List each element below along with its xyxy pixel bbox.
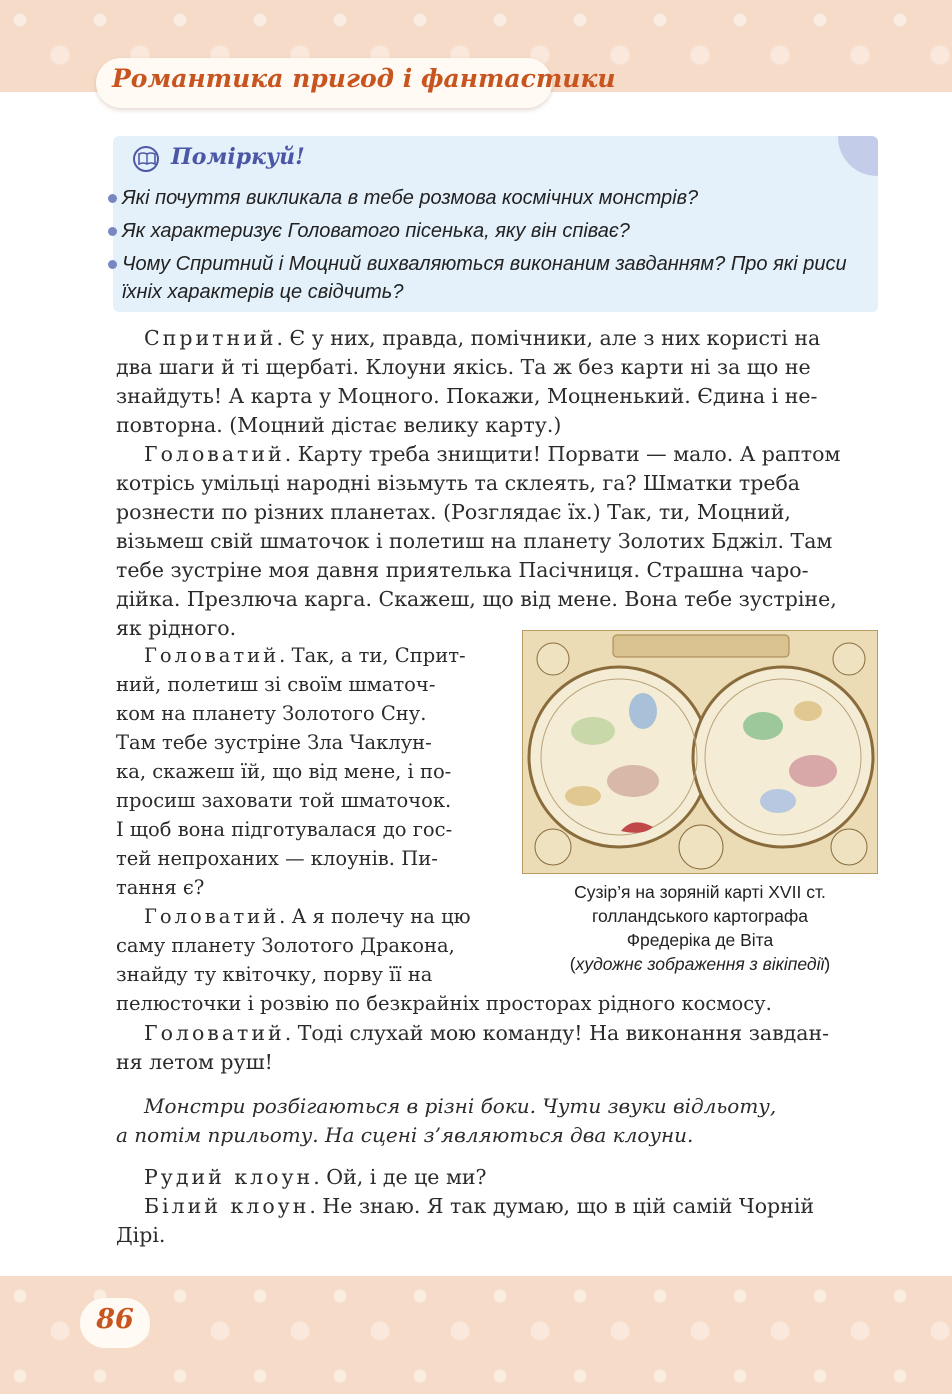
speaker-name: Білий клоун (144, 1194, 310, 1218)
text-line: Головатий. А я полечу на цю (144, 905, 471, 928)
text-line: Білий клоун. Не знаю. Я так думаю, що в цій самій Чорній (144, 1194, 815, 1218)
caption-line: (художнє зображення з вікіпедії) (569, 954, 831, 974)
stage-direction: Монстри розбігаються в різні боки. Чути звуки відльоту, (144, 1094, 777, 1118)
caption-line: Сузір’я на зоряній карті XVII ст. (574, 882, 826, 902)
star-map-illustration (523, 631, 878, 874)
text-line: пелюсточки і розвію по безкрайніх просторах рідного космосу. (116, 992, 772, 1015)
question-bullet (108, 260, 117, 269)
text-line: ка, скажеш їй, що від мене, і по- (116, 760, 452, 783)
question-bullet (108, 227, 117, 236)
text-line: візьмеш свій шматочок і полетиш на планету Золотих Бджіл. Там (116, 529, 833, 553)
text-line: рознести по різних планетах. (Розглядає їх.) Так, ти, Моцний, (116, 500, 791, 524)
question-3-continued: їхніх характерів це свідчить? (122, 281, 404, 303)
text-line: ком на планету Золотого Сну. (116, 702, 427, 725)
caption-line: Фредеріка де Віта (626, 930, 774, 950)
text-line: котрісь умільці народні візьмуть та склеять, га? Шматки треба (116, 471, 801, 495)
text-line: Головатий. Тоді слухай мою команду! На виконання завдан- (144, 1021, 830, 1045)
page-number: 86 (96, 1304, 134, 1335)
question-bullet (108, 194, 117, 203)
text-line: повторна. (Моцний дістає велику карту.) (116, 413, 562, 437)
text-line: саму планету Золотого Дракона, (116, 934, 455, 957)
speaker-name: Спритний (144, 326, 277, 350)
text-line: ний, полетиш зі своїм шматоч- (116, 673, 436, 696)
speaker-name: Рудий клоун (144, 1165, 314, 1189)
text-line: Рудий клоун. Ой, і де це ми? (144, 1165, 487, 1189)
figure-caption (500, 880, 900, 976)
open-book-icon (133, 146, 159, 172)
text-line: просиш заховати той шматочок. (116, 789, 452, 812)
stage-direction: а потім прильоту. На сцені з’являються два клоуни. (116, 1123, 694, 1147)
text-line: Спритний. Є у них, правда, помічники, але з них користі на (144, 326, 821, 350)
text-line: Там тебе зустріне Зла Чаклун- (116, 731, 432, 754)
chapter-title: Романтика пригод і фантастики (112, 64, 616, 93)
text-line: дійка. Презлюча карга. Скажеш, що від мене. Вона тебе зустріне, (116, 587, 837, 611)
question-1: Які почуття викликала в тебе розмова космічних монстрів? (122, 187, 699, 209)
caption-line: голландського картографа (591, 906, 809, 926)
think-box-corner-decoration (838, 136, 878, 176)
text-line: Головатий. Так, а ти, Сприт- (144, 644, 466, 667)
text-line: І щоб вона підготувалася до гос- (116, 818, 453, 841)
text-line: Головатий. Карту треба знищити! Порвати — мало. А раптом (144, 442, 841, 466)
text-line: тей непроханих — клоунів. Пи- (116, 847, 438, 870)
think-box-title: Поміркуй! (171, 144, 305, 170)
text-line: два шаги й ті щербаті. Клоуни якісь. Та ж без карти ні за що не (116, 355, 811, 379)
text-line: тання є? (116, 876, 205, 899)
speaker-name: Головатий (144, 644, 280, 667)
speaker-name: Головатий (144, 442, 285, 466)
star-map-image (522, 630, 878, 874)
text-line: знайду ту квіточку, порву її на (116, 963, 433, 986)
speaker-name: Головатий (144, 905, 280, 928)
text-line: Дірі. (116, 1223, 166, 1247)
text-line: знайдуть! А карта у Моцного. Покажи, Моцненький. Єдина і не- (116, 384, 818, 408)
question-2: Як характеризує Головатого пісенька, яку він співає? (122, 220, 630, 242)
question-3: Чому Спритний і Моцний вихваляються виконаним завданням? Про які риси (122, 253, 847, 275)
text-line: ня летом руш! (116, 1050, 273, 1074)
text-line: тебе зустріне моя давня приятелька Пасічниця. Страшна чаро- (116, 558, 809, 582)
text-line: як рідного. (116, 616, 237, 640)
speaker-name: Головатий (144, 1021, 285, 1045)
